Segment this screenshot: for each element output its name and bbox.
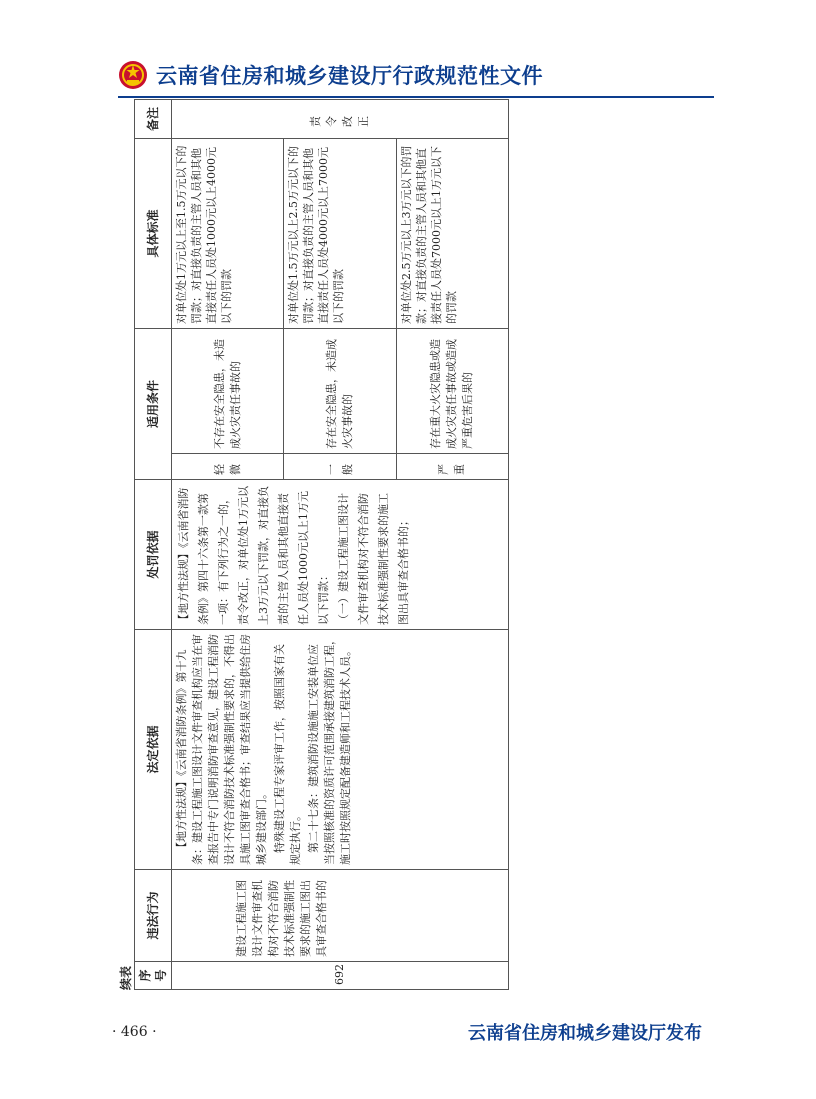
continued-label: 续表 <box>119 965 133 990</box>
penalty-table <box>134 99 509 990</box>
penalty-basis <box>172 480 509 630</box>
legal-basis <box>172 630 509 870</box>
standard-light: 对单位处1万元以上至1.5万元以下的罚款；对直接负责的主管人员和其他直接责任人员处1000元以上4000元以下的罚款 <box>172 138 284 328</box>
condition-serious: 存在重大火灾隐患或造成火灾责任事故或造成严重危害后果的 <box>396 328 508 453</box>
col-header-standard: 具体标准 <box>135 138 172 328</box>
col-header-condition: 适用条件 <box>135 328 172 479</box>
publisher-footer: 云南省住房和城乡建设厅发布 <box>468 1023 702 1044</box>
legal-basis-paragraph: 特殊建设工程专家评审工作，按照国家有关规定执行。 <box>273 644 302 865</box>
legal-basis-paragraph: 【地方性法规】《云南省消防条例》第十九条：建设工程施工图设计文件审查机构应当在审查报告中专门说明消防审查意见，建设工程消防设计不符合消防技术标准强制性要求的，不得出具施工图审查合格书；审查结果应当提供给住房城乡建设部门。 <box>175 634 268 865</box>
rotated-table-content <box>112 96 514 994</box>
col-header-act: 违法行为 <box>135 870 172 962</box>
condition-light: 不存在安全隐患，未造成火灾责任事故的 <box>172 328 284 453</box>
table-row <box>172 99 284 989</box>
col-header-note: 备注 <box>135 99 172 138</box>
document-header <box>118 58 543 92</box>
violation-act: 建设工程施工图设计文件审查机构对不符合消防技术标准强制性要求的施工图出具审查合格书的 <box>172 870 509 962</box>
header-title: 云南省住房和城乡建设厅行政规范性文件 <box>156 64 543 88</box>
table-header-row <box>135 99 172 989</box>
row-number: 692 <box>172 962 509 990</box>
col-header-num: 序号 <box>135 962 172 990</box>
standard-serious: 对单位处2.5万元以上3万元以下的罚款；对直接负责的主管人员和其他直接责任人员处7000元以上1万元以下的罚款 <box>396 138 508 328</box>
note-cell: 责令改正 <box>172 99 509 138</box>
level-light: 轻微 <box>172 454 284 480</box>
condition-general: 存在安全隐患，未造成火灾事故的 <box>284 328 396 453</box>
penalty-basis-paragraph: （一）建设工程施工图设计文件审查机构对不符合消防技术标准强制性要求的施工图出具审查合格书的； <box>337 493 410 625</box>
level-serious: 严重 <box>396 454 508 480</box>
standard-general: 对单位处1.5万元以上2.5万元以下的罚款；对直接负责的主管人员和其他直接责任人员处4000元以上7000元以下的罚款 <box>284 138 396 328</box>
level-general: 一般 <box>284 454 396 480</box>
national-emblem-icon <box>118 60 148 90</box>
col-header-basis: 法定依据 <box>135 630 172 870</box>
legal-basis-paragraph: 第二十七条：建筑消防设施施工安装单位应当按照核准的资质许可范围承接建筑消防工程，施工时按照规定配备建造师和工程技术人员。 <box>307 634 352 865</box>
penalty-basis-paragraph: 【地方性法规】《云南省消防条例》第四十六条第一款第一项：有下列行为之一的，责令改正，对单位处1万元以上3万元以下罚款，对直接负责的主管人员和其他直接责任人员处1000元以上1万元以下罚款： <box>177 486 330 625</box>
rotated-table-region <box>112 96 514 994</box>
col-header-penalty-basis: 处罚依据 <box>135 480 172 630</box>
page-number: · 466 · <box>112 1024 157 1040</box>
